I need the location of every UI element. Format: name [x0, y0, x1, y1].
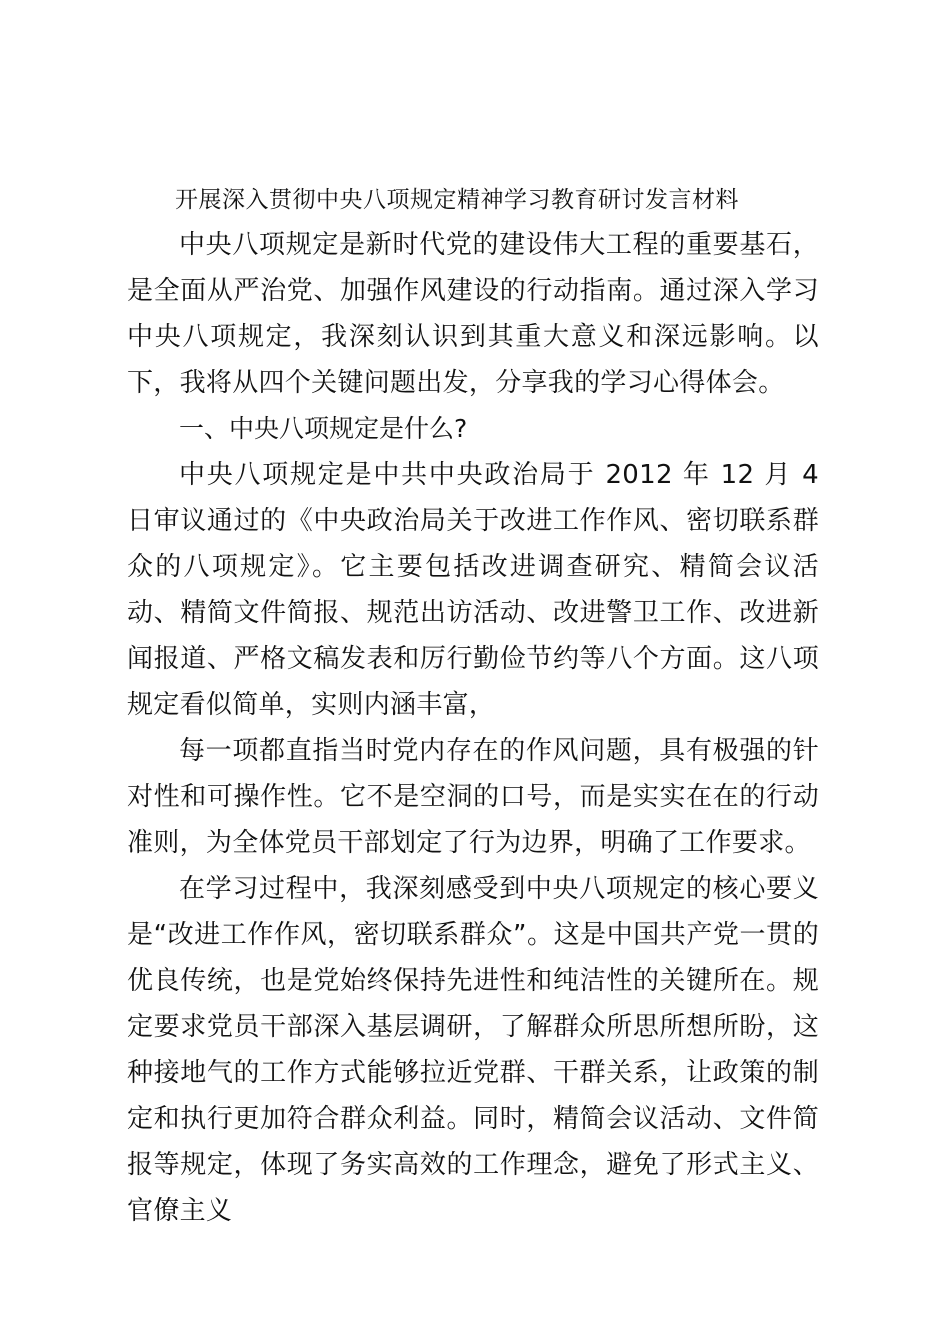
body-paragraph: 中央八项规定是中共中央政治局于 2012 年 12 月 4 日审议通过的《中央政治局关于改进工作作风、密切联系群众的八项规定》。它主要包括改进调查研究、精简会议活动、精简文件简报、规范出访活动、改进警卫工作、改进新闻报道、严格文稿发表和厉行勤俭节约等八个方面。这八项规定看似简单，实则内涵丰富， [127, 460, 819, 720]
document-title: 开展深入贯彻中央八项规定精神学习教育研讨发言材料 [175, 187, 739, 213]
intro-paragraph: 中央八项规定是新时代党的建设伟大工程的重要基石，是全面从严治党、加强作风建设的行动指南。通过深入学习中央八项规定，我深刻认识到其重大意义和深远影响。以下，我将从四个关键问题出发，分享我的学习心得体会。 [127, 230, 819, 398]
body-paragraph: 在学习过程中，我深刻感受到中央八项规定的核心要义是“改进工作作风，密切联系群众”。这是中国共产党一贯的优良传统，也是党始终保持先进性和纯洁性的关键所在。规定要求党员干部深入基层调研，了解群众所思所想所盼，这种接地气的工作方式能够拉近党群、干群关系，让政策的制定和执行更加符合群众利益。同时，精简会议活动、文件简报等规定，体现了务实高效的工作理念，避免了形式主义、官僚主义 [127, 874, 819, 1226]
document-body [127, 178, 819, 1234]
body-paragraph: 每一项都直指当时党内存在的作风问题，具有极强的针对性和可操作性。它不是空洞的口号，而是实实在在的行动准则，为全体党员干部划定了行为边界，明确了工作要求。 [127, 736, 819, 858]
section-heading: 一、中央八项规定是什么? [179, 414, 468, 443]
